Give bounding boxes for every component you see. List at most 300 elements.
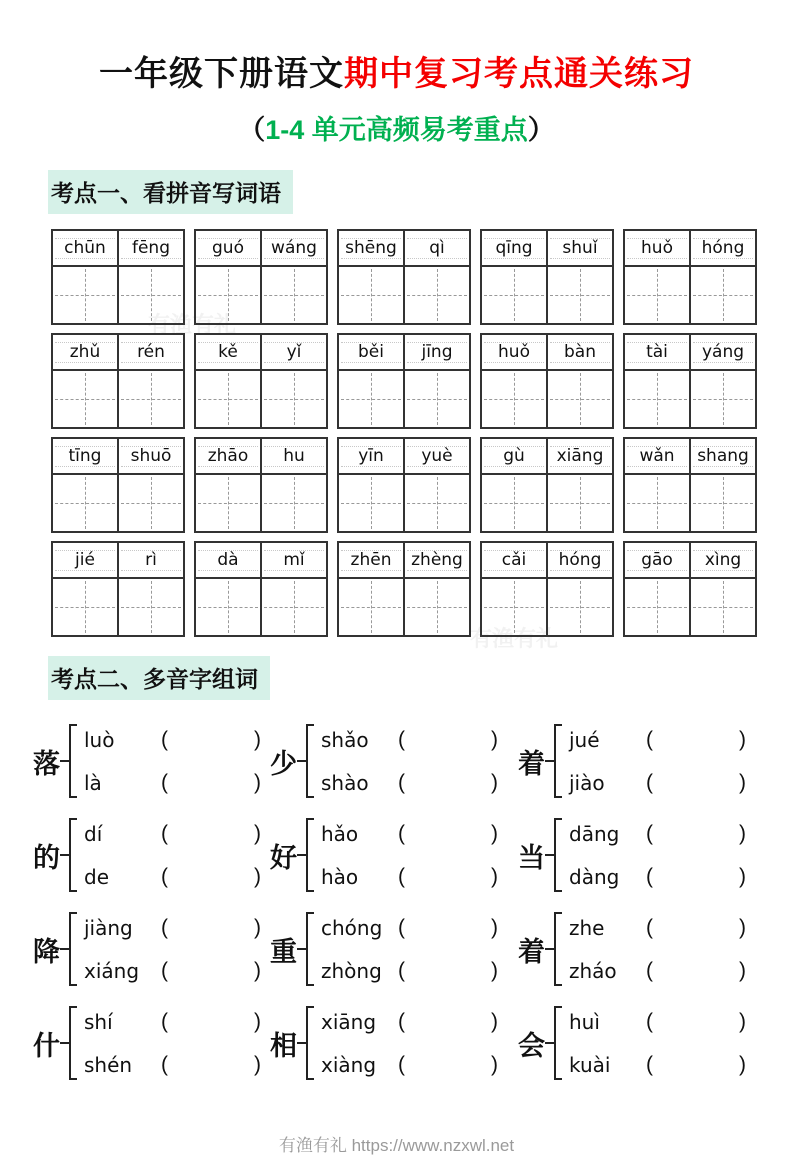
answer-paren-open: ( (161, 821, 168, 845)
pinyin-text: bàn (564, 342, 596, 362)
pinyin-syllable (625, 439, 689, 473)
pinyin-word-block (51, 229, 185, 325)
polyphone-item (33, 808, 270, 902)
subtitle-green: 1-4 单元高频易考重点 (265, 115, 528, 145)
writing-cell (117, 475, 183, 531)
writing-cell (196, 267, 260, 323)
answer-paren-open: ( (398, 1052, 405, 1076)
pinyin-word-block (480, 541, 614, 637)
pinyin-row (482, 335, 612, 371)
writing-cell (196, 579, 260, 635)
pinyin-text: rén (137, 342, 165, 362)
writing-cell (625, 475, 689, 531)
bracket (69, 1006, 77, 1080)
writing-cell (482, 475, 546, 531)
pinyin-word-block (337, 229, 471, 325)
pinyin-reading: xiāng (321, 1009, 377, 1034)
pinyin-text: hu (283, 446, 305, 466)
pinyin-syllable (53, 439, 117, 473)
answer-paren-open: ( (161, 1052, 168, 1076)
polyphone-character: 少 (270, 748, 297, 779)
bracket (306, 1006, 314, 1080)
pinyin-reading: dí (84, 821, 103, 846)
page-subtitle (0, 108, 793, 147)
pinyin-text: jié (75, 550, 95, 570)
writing-cell (53, 475, 117, 531)
pinyin-word-block (623, 229, 757, 325)
pinyin-syllable (196, 335, 260, 369)
pinyin-text: fēng (131, 238, 170, 258)
grid-row-1 (51, 229, 793, 325)
pinyin-syllable (403, 335, 469, 369)
polyphone-item (518, 714, 763, 808)
pinyin-text: qì (429, 238, 445, 258)
writing-cell (53, 267, 117, 323)
pinyin-reading: dàng (569, 864, 620, 889)
writing-row (339, 475, 469, 531)
writing-cell (53, 579, 117, 635)
pronunciation-row (84, 915, 261, 941)
writing-cell (339, 371, 403, 427)
writing-cell (339, 579, 403, 635)
answer-paren-close: ) (739, 1052, 746, 1076)
pinyin-syllable (339, 335, 403, 369)
writing-cell (117, 267, 183, 323)
bracket-connector (60, 948, 69, 950)
pinyin-syllable (546, 231, 612, 265)
polyphone-item (270, 902, 518, 996)
writing-cell (546, 475, 612, 531)
pinyin-text: tài (646, 342, 668, 362)
writing-cell (482, 371, 546, 427)
pinyin-row (196, 543, 326, 579)
pronunciation-row (321, 821, 498, 847)
pinyin-text: huǒ (498, 342, 530, 362)
pinyin-syllable (196, 543, 260, 577)
answer-paren-close: ) (491, 727, 498, 751)
pinyin-row (53, 335, 183, 371)
answer-paren-close: ) (491, 864, 498, 888)
pinyin-row (482, 543, 612, 579)
pronunciation-row (321, 915, 498, 941)
answer-paren-close: ) (739, 958, 746, 982)
pinyin-reading: shào (321, 770, 369, 795)
writing-cell (625, 267, 689, 323)
answer-paren-close: ) (254, 1009, 261, 1033)
writing-cell (625, 371, 689, 427)
polyphone-character: 降 (33, 936, 60, 967)
pinyin-word-block (480, 229, 614, 325)
pinyin-syllable (689, 231, 755, 265)
pinyin-text: zhǔ (69, 342, 101, 362)
pinyin-reading: kuài (569, 1052, 611, 1077)
answer-paren-close: ) (739, 770, 746, 794)
polyphone-character: 着 (518, 748, 545, 779)
answer-paren-open: ( (161, 770, 168, 794)
writing-cell (339, 475, 403, 531)
bracket-connector (297, 948, 306, 950)
writing-row (625, 579, 755, 635)
answer-paren-open: ( (646, 821, 653, 845)
pinyin-reading: là (84, 770, 102, 795)
pinyin-word-block (51, 333, 185, 429)
pinyin-text: xiāng (556, 446, 604, 466)
polyphone-grid (33, 714, 793, 1090)
answer-paren-close: ) (739, 915, 746, 939)
pinyin-reading: jiào (569, 770, 605, 795)
pinyin-text: hóng (558, 550, 602, 570)
answer-paren-close: ) (254, 821, 261, 845)
pinyin-syllable (625, 335, 689, 369)
writing-row (482, 579, 612, 635)
pinyin-syllable (689, 439, 755, 473)
pronunciation-row (84, 958, 261, 984)
pinyin-text: shang (697, 446, 749, 466)
bracket (69, 724, 77, 798)
writing-cell (260, 371, 326, 427)
answer-paren-open: ( (161, 958, 168, 982)
pinyin-text: yǐ (286, 342, 302, 362)
pinyin-syllable (403, 231, 469, 265)
pinyin-syllable (625, 231, 689, 265)
pinyin-text: hóng (701, 238, 745, 258)
writing-row (339, 267, 469, 323)
pinyin-text: yuè (421, 446, 453, 466)
pronunciation-row (569, 727, 746, 753)
pinyin-word-block (51, 541, 185, 637)
writing-row (482, 267, 612, 323)
pinyin-word-block (337, 541, 471, 637)
pinyin-text: zhēn (350, 550, 392, 570)
grid-row-4 (51, 541, 793, 637)
pinyin-syllable (689, 543, 755, 577)
pronunciation-row (321, 958, 498, 984)
bracket-connector (60, 760, 69, 762)
answer-paren-close: ) (254, 915, 261, 939)
pinyin-text: xìng (704, 550, 742, 570)
writing-row (625, 475, 755, 531)
writing-row (53, 579, 183, 635)
bracket (306, 724, 314, 798)
bracket (69, 818, 77, 892)
pinyin-syllable (546, 335, 612, 369)
answer-paren-close: ) (491, 915, 498, 939)
polyphone-character: 相 (270, 1030, 297, 1061)
pinyin-text: zhèng (411, 550, 463, 570)
answer-paren-open: ( (398, 864, 405, 888)
pinyin-text: zhāo (207, 446, 249, 466)
writing-row (339, 371, 469, 427)
polyphone-character: 的 (33, 842, 60, 873)
pinyin-text: mǐ (283, 550, 305, 570)
writing-cell (546, 267, 612, 323)
answer-paren-open: ( (161, 727, 168, 751)
polyphone-character: 重 (270, 936, 297, 967)
watermark-text: 有渔有礼 (470, 626, 559, 651)
grid-row-2 (51, 333, 793, 429)
pinyin-word-block (480, 437, 614, 533)
pinyin-reading: jiàng (84, 915, 133, 940)
pinyin-text: tīng (68, 446, 102, 466)
pinyin-syllable (117, 335, 183, 369)
pinyin-word-block (51, 437, 185, 533)
writing-row (53, 475, 183, 531)
pinyin-syllable (482, 439, 546, 473)
pinyin-word-block (623, 541, 757, 637)
pinyin-syllable (689, 335, 755, 369)
grid-row-3 (51, 437, 793, 533)
pinyin-syllable (403, 543, 469, 577)
pinyin-syllable (196, 439, 260, 473)
pronunciation-row (569, 915, 746, 941)
pinyin-text: chūn (64, 238, 106, 258)
bracket-connector (60, 1042, 69, 1044)
polyphone-item (270, 808, 518, 902)
polyphone-character: 什 (33, 1030, 60, 1061)
pronunciation-row (569, 864, 746, 890)
pinyin-reading: shí (84, 1009, 113, 1034)
polyphone-item (33, 714, 270, 808)
pinyin-syllable (53, 543, 117, 577)
bracket-connector (297, 854, 306, 856)
pinyin-text: wǎn (639, 446, 675, 466)
subtitle-paren-open: （ (238, 115, 266, 145)
watermark-text: 有渔有礼 (148, 312, 237, 337)
pinyin-reading: shén (84, 1052, 133, 1077)
bracket (554, 912, 562, 986)
pinyin-row (196, 335, 326, 371)
pinyin-reading: luò (84, 727, 115, 752)
answer-paren-close: ) (739, 821, 746, 845)
writing-cell (482, 267, 546, 323)
bracket-connector (545, 854, 554, 856)
pinyin-text: rì (145, 550, 157, 570)
pinyin-syllable (260, 335, 326, 369)
pinyin-reading: xiáng (84, 958, 140, 983)
writing-cell (403, 267, 469, 323)
answer-paren-open: ( (398, 1009, 405, 1033)
bracket-connector (545, 1042, 554, 1044)
pinyin-syllable (53, 335, 117, 369)
answer-paren-close: ) (491, 1009, 498, 1033)
bracket-connector (545, 948, 554, 950)
pinyin-text: shēng (345, 238, 397, 258)
answer-paren-close: ) (491, 821, 498, 845)
pinyin-word-block (623, 333, 757, 429)
pinyin-row (196, 231, 326, 267)
writing-row (53, 267, 183, 323)
answer-paren-close: ) (254, 770, 261, 794)
writing-cell (546, 579, 612, 635)
polyphone-item (33, 902, 270, 996)
pinyin-text: qīng (495, 238, 533, 258)
pronunciation-row (84, 864, 261, 890)
pinyin-syllable (339, 543, 403, 577)
pinyin-text: cǎi (501, 550, 527, 570)
bracket (554, 724, 562, 798)
writing-cell (260, 475, 326, 531)
answer-paren-open: ( (398, 915, 405, 939)
writing-cell (689, 371, 755, 427)
writing-cell (260, 267, 326, 323)
answer-paren-open: ( (398, 821, 405, 845)
pinyin-text: běi (358, 342, 384, 362)
pinyin-row (339, 439, 469, 475)
pinyin-word-block (337, 333, 471, 429)
writing-cell (689, 267, 755, 323)
section1 (48, 170, 793, 214)
writing-cell (689, 579, 755, 635)
pinyin-reading: zhe (569, 915, 605, 940)
pinyin-text: wáng (271, 238, 317, 258)
pinyin-text: jīng (421, 342, 453, 362)
bracket (554, 1006, 562, 1080)
writing-cell (403, 579, 469, 635)
pinyin-word-block (194, 541, 328, 637)
pinyin-syllable (196, 231, 260, 265)
pronunciation-row (84, 770, 261, 796)
polyphone-item (518, 902, 763, 996)
answer-paren-close: ) (491, 770, 498, 794)
pinyin-text: yīn (358, 446, 384, 466)
pinyin-writing-grid (51, 229, 793, 637)
writing-cell (260, 579, 326, 635)
answer-paren-close: ) (491, 958, 498, 982)
pinyin-reading: zháo (569, 958, 617, 983)
pinyin-word-block (623, 437, 757, 533)
pinyin-syllable (403, 439, 469, 473)
answer-paren-close: ) (739, 1009, 746, 1033)
pronunciation-row (84, 821, 261, 847)
bracket (554, 818, 562, 892)
pinyin-word-block (194, 437, 328, 533)
pinyin-syllable (625, 543, 689, 577)
pinyin-row (482, 439, 612, 475)
pinyin-text: shuǐ (562, 238, 598, 258)
polyphone-character: 会 (518, 1030, 545, 1061)
polyphone-character: 好 (270, 842, 297, 873)
pinyin-reading: jué (569, 727, 600, 752)
section2 (48, 656, 793, 700)
pinyin-syllable (117, 231, 183, 265)
pinyin-reading: huì (569, 1009, 600, 1034)
pinyin-text: gāo (641, 550, 673, 570)
answer-paren-close: ) (739, 864, 746, 888)
section2-heading: 考点二、多音字组词 (48, 656, 270, 700)
pinyin-reading: dāng (569, 821, 620, 846)
pinyin-syllable (482, 231, 546, 265)
pinyin-reading: shǎo (321, 727, 369, 752)
polyphone-item (270, 996, 518, 1090)
pinyin-reading: zhòng (321, 958, 382, 983)
polyphone-item (33, 996, 270, 1090)
pinyin-syllable (260, 439, 326, 473)
pinyin-row (53, 543, 183, 579)
pinyin-word-block (194, 333, 328, 429)
bracket-connector (545, 760, 554, 762)
answer-paren-open: ( (646, 727, 653, 751)
pinyin-syllable (482, 335, 546, 369)
writing-row (482, 371, 612, 427)
page-title (0, 46, 793, 95)
answer-paren-open: ( (646, 1009, 653, 1033)
pronunciation-row (84, 1052, 261, 1078)
pronunciation-row (84, 1009, 261, 1035)
writing-row (482, 475, 612, 531)
writing-cell (117, 371, 183, 427)
polyphone-character: 着 (518, 936, 545, 967)
pinyin-row (625, 231, 755, 267)
pronunciation-row (321, 770, 498, 796)
pinyin-text: yáng (701, 342, 745, 362)
subtitle-paren-close: ） (527, 115, 555, 145)
pronunciation-row (569, 821, 746, 847)
polyphone-character: 落 (33, 748, 60, 779)
pinyin-row (482, 231, 612, 267)
pronunciation-row (569, 1009, 746, 1035)
writing-cell (403, 371, 469, 427)
pronunciation-row (569, 1052, 746, 1078)
writing-cell (339, 267, 403, 323)
bracket-connector (297, 760, 306, 762)
answer-paren-close: ) (254, 727, 261, 751)
polyphone-character: 当 (518, 842, 545, 873)
pinyin-row (339, 543, 469, 579)
answer-paren-close: ) (254, 1052, 261, 1076)
bracket (306, 912, 314, 986)
answer-paren-open: ( (161, 915, 168, 939)
answer-paren-open: ( (646, 1052, 653, 1076)
answer-paren-open: ( (646, 915, 653, 939)
pinyin-reading: hǎo (321, 821, 359, 846)
answer-paren-open: ( (161, 1009, 168, 1033)
writing-cell (482, 579, 546, 635)
polyphone-item (518, 996, 763, 1090)
answer-paren-open: ( (161, 864, 168, 888)
writing-row (625, 371, 755, 427)
pinyin-row (625, 543, 755, 579)
pinyin-word-block (480, 333, 614, 429)
pinyin-row (339, 335, 469, 371)
writing-cell (625, 579, 689, 635)
pinyin-reading: hào (321, 864, 359, 889)
writing-cell (196, 371, 260, 427)
writing-cell (403, 475, 469, 531)
writing-cell (53, 371, 117, 427)
answer-paren-close: ) (254, 958, 261, 982)
pinyin-syllable (53, 231, 117, 265)
title-black: 一年级下册语文 (99, 55, 344, 93)
footer-credit: 有渔有礼 https://www.nzxwl.net (278, 1136, 515, 1155)
writing-cell (117, 579, 183, 635)
pinyin-row (625, 335, 755, 371)
bracket (306, 818, 314, 892)
pinyin-reading: xiàng (321, 1052, 377, 1077)
bracket (69, 912, 77, 986)
pinyin-text: gù (503, 446, 525, 466)
answer-paren-open: ( (398, 727, 405, 751)
pinyin-reading: chóng (321, 915, 383, 940)
writing-row (53, 371, 183, 427)
pinyin-syllable (117, 543, 183, 577)
pinyin-syllable (546, 439, 612, 473)
writing-cell (689, 475, 755, 531)
pinyin-word-block (337, 437, 471, 533)
answer-paren-close: ) (739, 727, 746, 751)
pronunciation-row (569, 958, 746, 984)
pinyin-syllable (546, 543, 612, 577)
pinyin-row (53, 439, 183, 475)
